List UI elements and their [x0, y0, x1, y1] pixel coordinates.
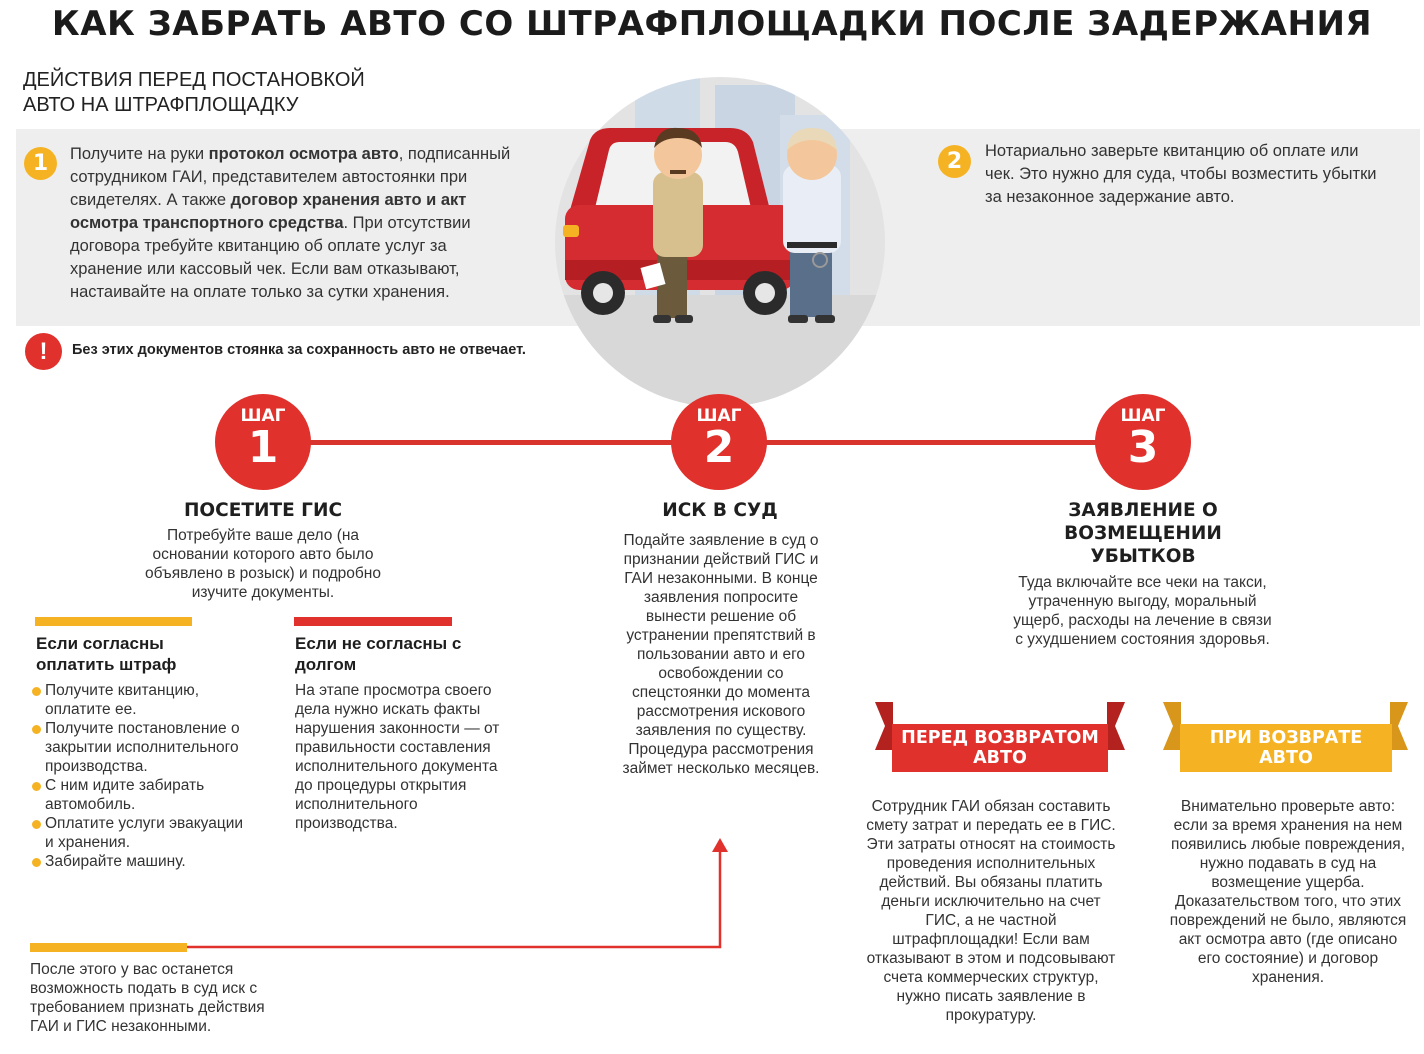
step2-circle [671, 394, 767, 490]
step2-number: 2 [703, 422, 735, 473]
list-item: Получите квитанцию, оплатите ее. [31, 681, 246, 719]
agree-title: Если согласны оплатить штраф [36, 634, 177, 674]
item1-text-part2: , подписанный сотрудником ГАИ, представителем автостоянки при свидетелях. А также [70, 145, 511, 209]
step1-title: ПОСЕТИТЕ ГИС [183, 500, 343, 521]
before-return-body: Сотрудник ГАИ обязан составить смету затрат и передать ее в ГИС. Эти затраты относят на стоимость проведения исполнительных действий. Вы обязаны платить деньги исключительно на счет ГИС, а не частной штрафплощадки! Если вам отказывают в этом и подсовывают счета коммерческих структур, нужно писать заявление в прокуратуру. [866, 798, 1116, 1024]
section-heading-line2: АВТО НА ШТРАФПЛОЩАДКУ [23, 94, 299, 116]
connector-arrow [185, 838, 730, 953]
warning-icon: ! [25, 333, 62, 370]
on-return-body: Внимательно проверьте авто: если за время хранения на нем появились любые повреждения, нужно подавать в суд на возмещение ущерба. Доказательством того, что этих повреждений не было, являются акт осмотра авто (где описано его состояние) и договор хранения. [1169, 798, 1407, 986]
after-bar [30, 943, 187, 952]
warning-text: Без этих документов стоянка за сохранность авто не отвечает. [72, 342, 526, 358]
after-body: После этого у вас останется возможность подать в суд иск с требованием признать действия ГАИ и ГИС незаконными. [30, 961, 265, 1035]
step2-body: Подайте заявление в суд о признании действий ГИС и ГАИ незаконными. В конце заявления попросите вынести решение об устранении препятствий в пользовании авто и его освобождении со спецстоянки до момента рассмотрения искового заявления по существу. Процедура рассмотрения займет несколько месяцев. [622, 532, 820, 777]
section-heading-line1: ДЕЙСТВИЯ ПЕРЕД ПОСТАНОВКОЙ [23, 69, 365, 91]
item1-text [70, 143, 520, 304]
step1-number: 1 [247, 422, 279, 473]
item1-number-badge: 1 [24, 147, 57, 180]
before-return-title: ПЕРЕД ВОЗВРАТОМ АВТО [892, 724, 1108, 772]
road [525, 295, 915, 410]
item1-text-part1: Получите на руки [70, 145, 209, 163]
list-item: С ним идите забирать автомобиль. [31, 776, 246, 814]
agree-bar [35, 617, 192, 626]
item1-bold-protocol: протокол осмотра авто [208, 145, 399, 163]
item1-bold-contract: договор хранения авто и акт осмотра транспортного средства [70, 191, 467, 232]
step3-label: ШАГ [1120, 406, 1166, 426]
step1-circle [215, 394, 311, 490]
car-police-illustration [525, 60, 915, 410]
step1-label: ШАГ [240, 406, 286, 426]
step2-title: ИСК В СУД [662, 500, 778, 521]
list-item: Оплатите услуги эвакуации и хранения. [31, 814, 246, 852]
item2-number-badge: 2 [938, 145, 971, 178]
step1-body: Потребуйте ваше дело (на основании которого авто было объявлено в розыск) и подробно изучите документы. [145, 527, 381, 601]
disagree-bar [294, 617, 452, 626]
page-title: КАК ЗАБРАТЬ АВТО СО ШТРАФПЛОЩАДКИ ПОСЛЕ ЗАДЕРЖАНИЯ [51, 4, 1373, 44]
item2-text: Нотариально заверьте квитанцию об оплате или чек. Это нужно для суда, чтобы возместить убытки за незаконное задержание авто. [985, 142, 1377, 206]
step3-circle [1095, 394, 1191, 490]
list-item: Получите постановление о закрытии исполнительного производства. [31, 719, 246, 776]
item1-text-part3: . При отсутствии договора требуйте квитанцию об оплате услуг за хранение или кассовый чек. Если вам отказывают, настаивайте на оплате только за сутки хранения. [70, 214, 471, 301]
step3-body: Туда включайте все чеки на такси, утраченную выгоду, моральный ущерб, расходы на лечение в связи с ухудшением состояния здоровья. [1013, 574, 1272, 648]
section-heading [23, 68, 403, 118]
list-item: Забирайте машину. [31, 852, 246, 871]
on-return-title: ПРИ ВОЗВРАТЕ АВТО [1180, 724, 1392, 772]
disagree-body: На этапе просмотра своего дела нужно искать факты нарушения законности — от правильности составления исполнительного документа до процедуры открытия исполнительного производства. [295, 682, 500, 832]
step2-label: ШАГ [696, 406, 742, 426]
disagree-title: Если не согласны с долгом [295, 634, 462, 674]
step3-number: 3 [1127, 422, 1159, 473]
step3-title: ЗАЯВЛЕНИЕ О ВОЗМЕЩЕНИИ УБЫТКОВ [1064, 500, 1222, 567]
